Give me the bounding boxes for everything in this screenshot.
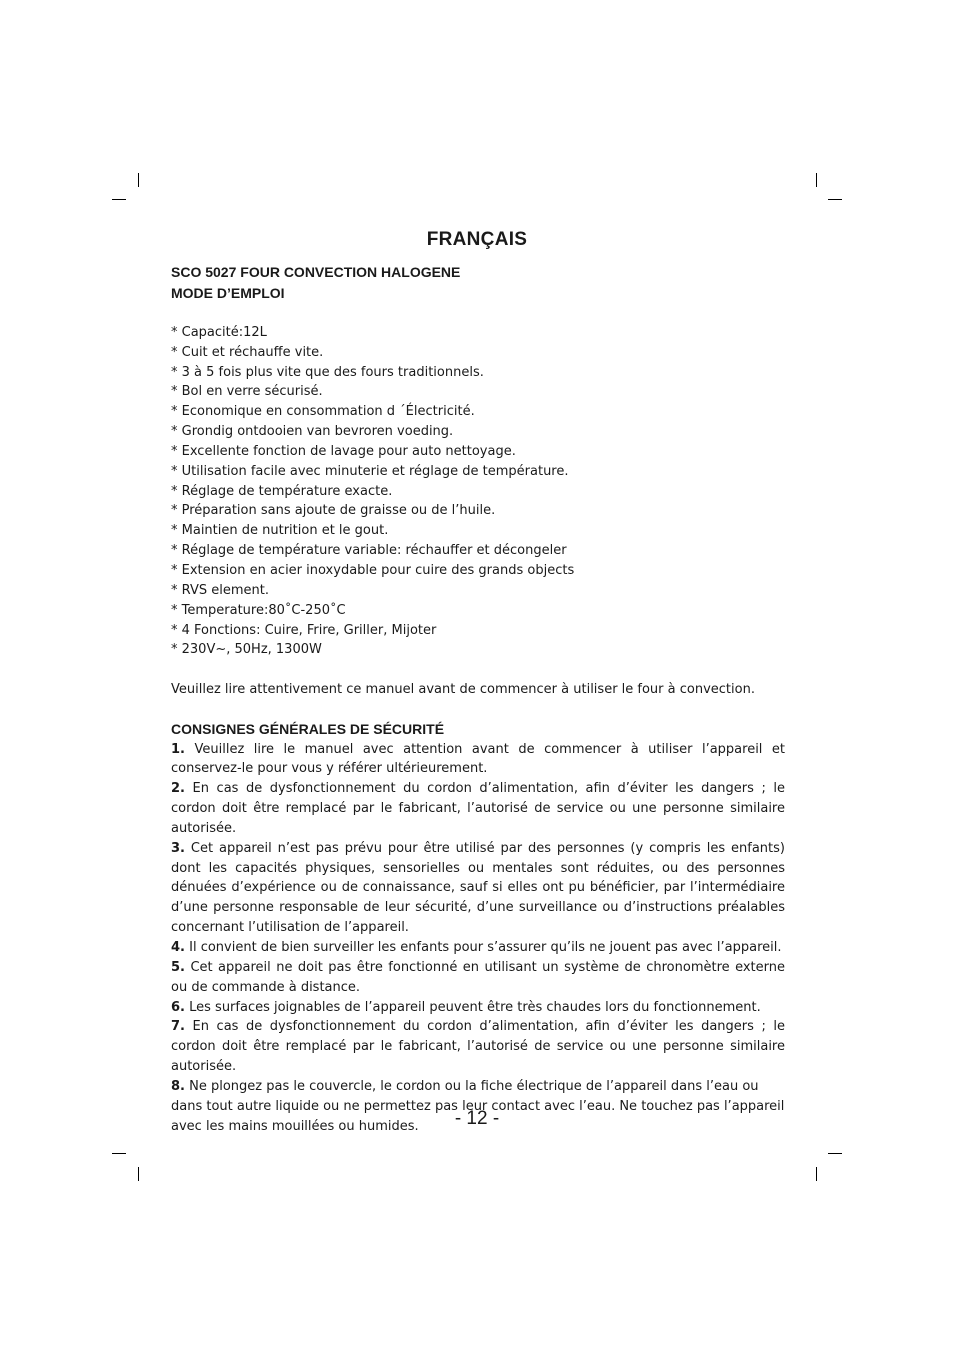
safety-item-text: Les surfaces joignables de l’appareil peuvent être très chaudes lors du fonctionnement. [189,999,761,1015]
crop-mark-top-right-vertical [816,173,817,187]
crop-mark-top-right-horizontal [828,199,842,200]
feature-item: * Economique en consommation d ´Électricité. [171,404,475,420]
safety-item [171,938,785,958]
safety-item-text: Veuillez lire le manuel avec attention avant de commencer à utiliser l’appareil et conservez-le pour vous y référer ultérieurement. [171,741,785,777]
safety-item-number: 2. [171,781,185,797]
feature-item: * Réglage de température variable: réchauffer et décongeler [171,543,567,559]
feature-item: * 3 à 5 fois plus vite que des fours traditionnels. [171,364,484,380]
feature-item: * Capacité:12L [171,324,267,340]
safety-item [171,740,785,780]
safety-item-number: 7. [171,1019,185,1035]
safety-item [171,958,785,998]
feature-item: * Extension en acier inoxydable pour cuire des grands objects [171,562,575,578]
safety-item-text: En cas de dysfonctionnement du cordon d’alimentation, afin d’éviter les dangers ; le cordon doit être remplacé par le fabricant, l’autorisé de service ou une personne similaire autorisée. [171,781,785,836]
crop-mark-bottom-left-vertical [138,1167,139,1181]
safety-heading: CONSIGNES GÉNÉRALES DE SÉCURITÉ [171,720,445,737]
safety-item-text: En cas de dysfonctionnement du cordon d’alimentation, afin d’éviter les dangers ; le cordon doit être remplacé par le fabricant, l’autorisé de service ou une personne similaire autorisée. [171,1019,785,1075]
safety-list [171,740,785,1137]
feature-item: * Réglage de température exacte. [171,483,393,499]
feature-item: * Préparation sans ajoute de graisse ou de l’huile. [171,503,496,519]
feature-item: * Cuit et réchauffe vite. [171,344,324,360]
crop-mark-bottom-left-horizontal [112,1153,126,1154]
safety-item [171,998,785,1018]
feature-item: * 230V~, 50Hz, 1300W [171,642,322,658]
feature-list [171,323,785,660]
intro-paragraph: Veuillez lire attentivement ce manuel avant de commencer à utiliser le four à convection. [171,682,755,698]
spacer [171,660,785,680]
feature-item: * Excellente fonction de lavage pour auto nettoyage. [171,443,516,459]
safety-item-text: Cet appareil ne doit pas être fonctionné en utilisant un système de chronomètre externe ou de commande à distance. [171,959,785,995]
spacer [171,303,785,323]
crop-mark-bottom-right-horizontal [828,1153,842,1154]
document-title-line-1: SCO 5027 FOUR CONVECTION HALOGENE [171,264,461,280]
feature-item: * Temperature:80˚C-250˚C [171,602,346,618]
page-number: - 12 - [454,1108,500,1129]
safety-item [171,1017,785,1077]
feature-item: * Maintien de nutrition et le gout. [171,523,389,539]
document-title-line-2: MODE D’EMPLOI [171,284,285,301]
safety-item-number: 4. [171,940,185,955]
feature-item: * Bol en verre sécurisé. [171,384,323,400]
safety-item-number: 8. [171,1078,185,1094]
language-heading: FRANÇAIS [426,229,528,250]
safety-item-number: 1. [171,741,185,757]
page-content [171,262,785,1136]
crop-mark-top-left-vertical [138,173,139,187]
safety-item-number: 3. [171,840,185,856]
crop-mark-bottom-right-vertical [816,1167,817,1181]
safety-item-text: Cet appareil n’est pas prévu pour être utilisé par des personnes (y compris les enfants) dont les capacités physiques, sensorielles ou mentales sont réduites, ou des personnes dénuées d’expérience ou de connaissance, sauf si elles ont pu bénéficier, par l’intermédiaire d’une personne responsable de leur sécurité, d’une surveillance ou d’instructions préalables concernant l’utilisation de l’appareil. [171,840,785,936]
safety-item [171,779,785,839]
safety-item-text: Il convient de bien surveiller les enfants pour s’assurer qu’ils ne jouent pas avec l’appareil. [189,940,782,955]
safety-item-number: 5. [171,959,185,975]
safety-item [171,839,785,938]
crop-mark-top-left-horizontal [112,199,126,200]
feature-item: * 4 Fonctions: Cuire, Frire, Griller, Mijoter [171,622,437,638]
feature-item: * Grondig ontdooien van bevroren voeding. [171,424,454,440]
safety-item-number: 6. [171,999,185,1015]
feature-item: * Utilisation facile avec minuterie et réglage de température. [171,463,569,479]
spacer [171,700,785,720]
feature-item: * RVS element. [171,582,269,598]
safety-item-text: Ne plongez pas le couvercle, le cordon ou la fiche électrique de l’appareil dans l’eau ou dans tout autre liquide ou ne permettez pas leur contact avec l’eau. Ne touchez pas l’appareil avec les mains mouillées ou humides. [171,1078,785,1134]
